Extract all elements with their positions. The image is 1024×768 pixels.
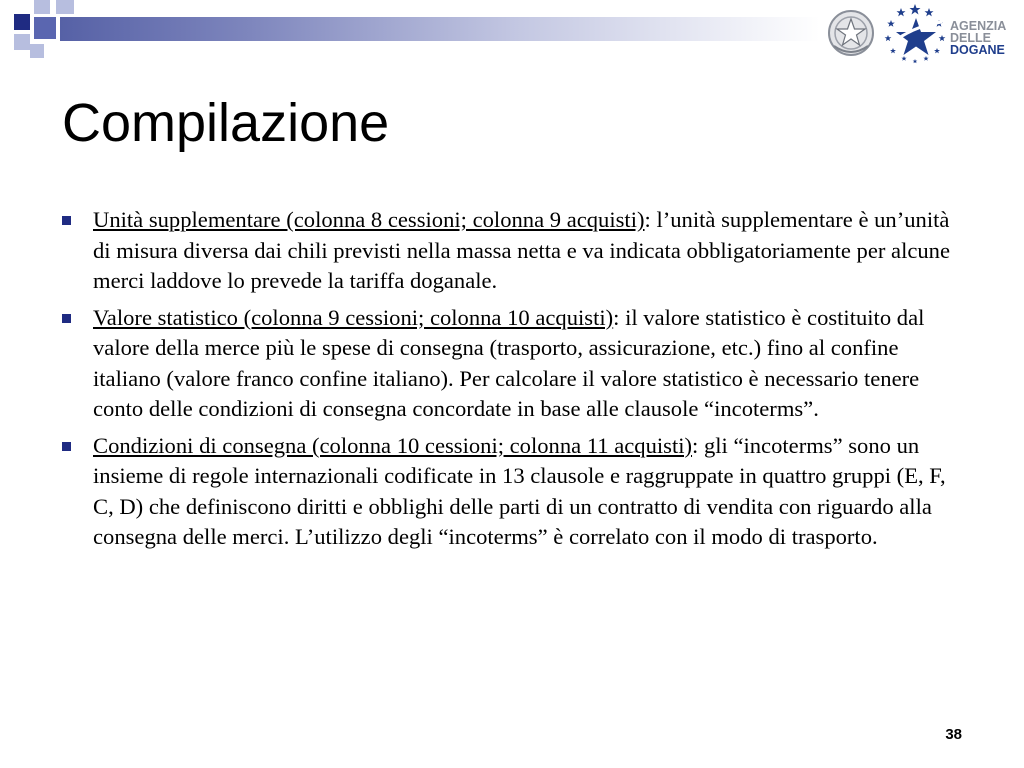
agency-name-line3: DOGANE [950,43,1005,57]
bullet-item [62,431,952,553]
bullet-text: : l’unità supplementare è un’unità di misura diversa dai chili previsti nella massa netta e va indicata obbligatoriamente per alcune merci laddove lo prevede la tariffa doganale. [93,207,950,293]
agency-name-line1: AGENZIA [950,19,1007,33]
agency-name-line2: DELLE [950,31,991,45]
decor-square [14,14,30,30]
decor-square [14,34,30,50]
square-bullet-icon [62,314,71,323]
decor-square [56,0,74,14]
decor-square [34,17,56,39]
bullet-text: : gli “incoterms” sono un insieme di regole internazionali codificate in 13 clausole e raggruppate in quattro gruppi (E, F, C, D) che definiscono diritti e obblighi delle parti di un contratto di vendita con riguardo alla consegna delle merci. L’utilizzo degli “incoterms” è correlato con il modo di trasporto. [93,432,946,549]
agency-logo [882,2,1018,64]
bullet-item [62,205,952,297]
stars-logo-icon [882,2,948,64]
decor-square [34,0,50,14]
bullet-term: Unità supplementare (colonna 8 cessioni; colonna 9 acquisti) [93,207,645,232]
slide-title: Compilazione [62,93,390,153]
header-gradient-band [60,17,820,41]
bullet-term: Condizioni di consegna (colonna 10 cessioni; colonna 11 acquisti) [93,432,693,458]
bullet-text: : il valore statistico è costituito dal valore della merce più le spese di consegna (trasporto, assicurazione, etc.) fino al confine italiano (valore franco confine italiano). Per calcolare il valore statistico è necessario tenere conto delle condizioni di consegna concordate in base alle clausole “incoterms”. [93,304,925,421]
square-bullet-icon [62,216,71,225]
decor-square [30,44,44,58]
page-number: 38 [945,726,962,743]
italian-republic-emblem-icon [826,6,876,60]
bullet-item [62,303,952,425]
bullet-list [62,205,952,559]
square-bullet-icon [62,442,71,451]
bullet-term: Valore statistico (colonna 9 cessioni; colonna 10 acquisti) [93,304,614,330]
